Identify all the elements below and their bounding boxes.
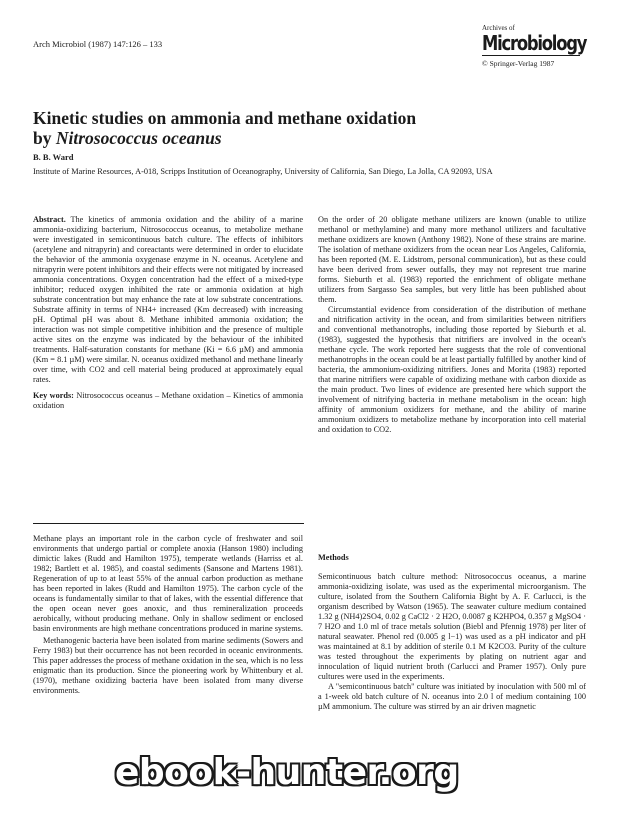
intro-paragraph-4: Circumstantial evidence from consideration of the distribution of methane and nitrification activity in the ocean, and from similarities between nitrifiers and conventional methanotrophs, including those reported by Sieburth et al. (1983), suggested the hypothesis that nitrifiers are involved in the ocean's methane cycle. The work reported here suggests that the role of conventional methanotrophs in the ocean could be at least partially fulfilled by another kind of bacteria, the ammonium-oxidizing nitrifiers. Jones and Morita (1983) reported that marine nitrifiers were capable of oxidizing methane with carbon dioxide as the main product. Two lines of evidence are presented here which support the involvement of nitrifying bacteria in methane metabolism in the ocean: high affinity of ammonium oxidizers for methane, and the ability of marine ammonium oxidizers to metabolize methane by incorporation into cell material and oxidation to CO2. bbox=[318, 305, 586, 434]
copyright: © Springer-Verlag 1987 bbox=[482, 59, 555, 68]
affiliation: Institute of Marine Resources, A-018, Scripps Institution of Oceanography, University of California, San Diego, La Jolla, CA 92093, USA bbox=[33, 167, 493, 176]
title-line-1: Kinetic studies on ammonia and methane oxidation bbox=[33, 108, 417, 128]
introduction-left bbox=[33, 534, 303, 696]
title-species: Nitrosococcus oceanus bbox=[55, 128, 222, 148]
keywords-label: Key words: bbox=[33, 391, 74, 400]
abstract bbox=[33, 215, 303, 411]
journal-prefix: Archives of bbox=[482, 24, 515, 32]
journal-logo: Microbiology bbox=[482, 31, 587, 55]
abstract-text: The kinetics of ammonia oxidation and the ability of a marine ammonia-oxidizing bacterium, Nitrosococcus oceanus, to metabolize methane were investigated in semicontinuous batch culture. The effects of inhibitors (acetylene and nitrapyrin) and coreactants were determined in order to elucidate the behavior of the ammonia oxygenase enzyme in N. oceanus. Acetylene and nitrapyrin were potent inhibitors and their effects were not mitigated by increased ammonia concentrations. Oxygen concentration had the effect of a mixed-type inhibitor; reduced oxygen inhibited the rate or ammonia oxidation at high substrate concentration but may enhance the rate at low substrate concentrations. Substrate affinity in terms of NH4+ increased (Km decreased) with increasing pH. Optimal pH was about 8. Methane inhibited ammonia oxidation; the interaction was not simple competitive inhibition and the presence of multiple active sites on the enzyme was indicated by the behaviour of the inhibited treatments. Half-saturation constants for methane (Ki = 6.6 µM) and ammonia (Km = 8.1 µM) were similar. N. oceanus oxidized methanol and methane linearly over time, with CO2 and cell material being produced at approximately equal rates. bbox=[33, 215, 303, 384]
intro-paragraph-1: Methane plays an important role in the carbon cycle of freshwater and soil environments that undergo partial or complete anoxia (Hanson 1980) including dimictic lakes (Rudd and Hamilton 1975), temperate wetlands (Harriss et al. 1982; Bartlett et al. 1985), and coastal sediments (Sansone and Martens 1981). Regeneration of up to at least 55% of the annual carbon production as methane has been reported in lakes (Rudd and Hamilton 1975). The carbon cycle of the oceans is fundamentally similar to that of lakes, with the essential difference that the open ocean never goes anoxic, and thus remineralization proceeds aerobically, without producing methane. Only in shallow sediment or enclosed basin environments are high methane concentrations produced in marine systems. bbox=[33, 534, 303, 633]
title-line-2: by Nitrosococcus oceanus bbox=[33, 128, 222, 148]
citation: Arch Microbiol (1987) 147:126 – 133 bbox=[33, 39, 163, 49]
intro-paragraph-3: On the order of 20 obligate methane utilizers are known (unable to utilize methanol or methylamine) and many more methanol utilizers and facultative methane oxidizers are known (Anthony 1982). None of these strains are marine. The isolation of methane oxidizers from the ocean near Los Angeles, California, has been reported (M. E. Lidstrom, personal communication), but as these could have been derived from sewer outfalls, they may not represent true marine forms. Sieburth et al. (1983) reported the enrichment of obligate methane utilizers from Sargasso Sea samples, but very little has been published about them. bbox=[318, 215, 586, 304]
methods-heading: Methods bbox=[318, 553, 349, 562]
methods-section bbox=[318, 553, 586, 712]
abstract-divider bbox=[33, 523, 304, 524]
paper-title bbox=[33, 108, 483, 148]
watermark: ebook-hunter.org bbox=[115, 752, 459, 793]
intro-paragraph-2: Methanogenic bacteria have been isolated from marine sediments (Sowers and Ferry 1983) but their occurrence has not been recorded in oceanic environments. This paper addresses the process of methane oxidation in the sea, which is no less enigmatic than its production. Since the pioneering work by Whittenbury et al. (1970), methane oxidizing bacteria have been isolated from many diverse environments. bbox=[33, 636, 303, 695]
methods-paragraph-2: A "semicontinuous batch" culture was initiated by inoculation with 500 ml of a 1-week old batch culture of N. oceanus into 2.0 l of medium containing 100 µM ammonium. The culture was stirred by an air driven magnetic bbox=[318, 682, 586, 711]
author: B. B. Ward bbox=[33, 152, 74, 162]
keywords-text: Nitrosococcus oceanus – Methane oxidation – Kinetics of ammonia oxidation bbox=[33, 391, 303, 410]
introduction-right bbox=[318, 215, 586, 435]
abstract-label: Abstract. bbox=[33, 215, 66, 224]
journal-logo-block bbox=[482, 24, 587, 68]
journal-divider bbox=[482, 55, 580, 56]
methods-paragraph-1: Semicontinuous batch culture method: Nitrosococcus oceanus, a marine ammonia-oxidizing isolate, was used as the experimental microorganism. The culture, isolated from the Southern California Bight by A. F. Carlucci, is the organism described by Watson (1965). The seawater culture medium contained 1.32 g (NH4)2SO4, 0.02 g CaCl2 · 2 H2O, 0.0087 g K2HPO4, 0.357 g MgSO4 · 7 H2O and 1.0 ml of trace metals solution (Biebl and Pfennig 1978) per liter of natural seawater. Phenol red (0.005 g l−1) was used as a pH indicator and pH was maintained at 8.1 by addition of sterile 0.1 M K2CO3. Purity of the culture was tested throughout the experiments by plating on nutrient agar and innoculation of liquid nutrient broth (Carlucci and Pramer 1957). Only pure cultures were used in the experiments. bbox=[318, 572, 586, 681]
